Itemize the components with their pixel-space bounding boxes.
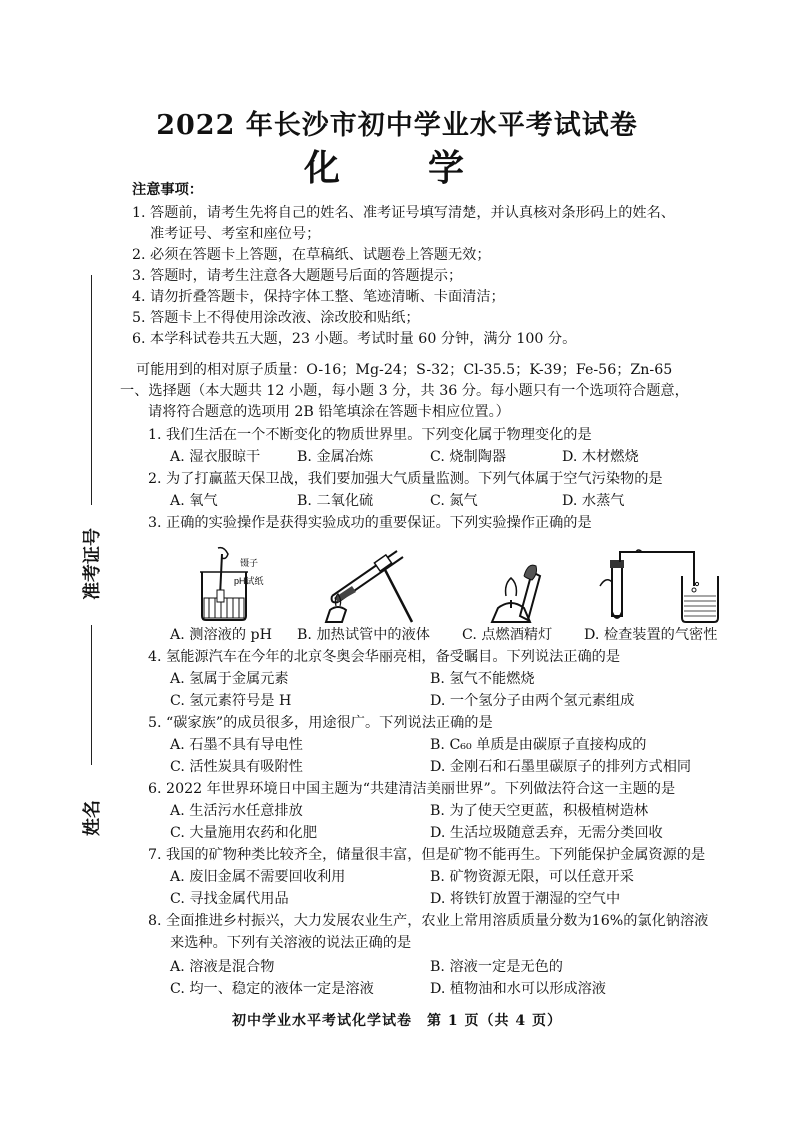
note-item: 3. 答题时，请考生注意各大题题号后面的答题提示； xyxy=(132,268,463,284)
option-a: A. 湿衣服晾干 xyxy=(170,449,261,465)
exam-number-line-top xyxy=(91,275,92,505)
option-a: A. 生活污水任意排放 xyxy=(170,803,303,819)
exam-number-label: 准考证号 xyxy=(82,528,103,600)
option-d: D. 水蒸气 xyxy=(562,493,625,509)
note-item: 1. 答题前，请考生先将自己的姓名、准考证号填写清楚，并认真核对条形码上的姓名、 xyxy=(132,205,675,221)
ph-test-figure xyxy=(196,546,296,624)
option-a: A. 石墨不具有导电性 xyxy=(170,737,303,753)
option-c: C. 烧制陶器 xyxy=(430,449,507,465)
option-b: B. 溶液一定是无色的 xyxy=(430,959,563,975)
option-d: D. 生活垃圾随意丢弃，无需分类回收 xyxy=(430,825,663,841)
option-a: A. 氢属于金属元素 xyxy=(170,671,289,687)
option-d: D. 将铁钉放置于潮湿的空气中 xyxy=(430,891,621,907)
question-stem: 6. 2022 年世界环境日中国主题为“共建清洁美丽世界”。下列做法符合这一主题的是 xyxy=(148,781,676,797)
notes-heading: 注意事项： xyxy=(132,182,203,198)
option-c: C. 点燃酒精灯 xyxy=(462,627,553,643)
option-b: B. 加热试管中的液体 xyxy=(297,627,430,643)
option-d: D. 木材燃烧 xyxy=(562,449,639,465)
question-stem: 3. 正确的实验操作是获得实验成功的重要保证。下列实验操作正确的是 xyxy=(148,515,592,531)
option-c: C. 活性炭具有吸附性 xyxy=(170,759,303,775)
note-item: 5. 答题卡上不得使用涂改液、涂改胶和贴纸； xyxy=(132,310,420,326)
option-b: B. 矿物资源无限，可以任意开采 xyxy=(430,869,634,885)
airtightness-check-figure xyxy=(598,546,728,624)
option-a: A. 测溶液的 pH xyxy=(170,627,272,643)
lighting-lamp-figure xyxy=(484,546,554,624)
option-c: C. 大量施用农药和化肥 xyxy=(170,825,318,841)
option-a: A. 废旧金属不需要回收利用 xyxy=(170,869,346,885)
heating-test-tube-figure xyxy=(312,546,422,624)
option-d: D. 植物油和水可以形成溶液 xyxy=(430,981,606,997)
option-b: B. 为了使天空更蓝，积极植树造林 xyxy=(430,803,649,819)
name-label: 姓名 xyxy=(82,800,103,836)
note-item: 4. 请勿折叠答题卡，保持字体工整、笔迹清晰、卡面清洁； xyxy=(132,289,505,305)
option-a: A. 氧气 xyxy=(170,493,218,509)
note-item: 准考证号、考室和座位号； xyxy=(150,226,321,242)
option-b: B. 氢气不能燃烧 xyxy=(430,671,535,687)
option-c: C. 寻找金属代用品 xyxy=(170,891,289,907)
exam-title: 2022 年长沙市初中学业水平考试试卷 xyxy=(156,110,638,141)
option-c: C. 氮气 xyxy=(430,493,478,509)
ph-paper-label: pH试纸 xyxy=(234,576,264,586)
question-stem: 7. 我国的矿物种类比较齐全，储量很丰富，但是矿物不能再生。下列能保护金属资源的是 xyxy=(148,847,706,863)
section-heading-cont: 请将符合题意的选项用 2B 铅笔填涂在答题卡相应位置。） xyxy=(148,404,510,420)
option-c: C. 均一、稳定的液体一定是溶液 xyxy=(170,981,374,997)
option-b: B. C₆₀ 单质是由碳原子直接构成的 xyxy=(430,737,647,753)
question-stem: 1. 我们生活在一个不断变化的物质世界里。下列变化属于物理变化的是 xyxy=(148,427,592,443)
question-stem: 8. 全面推进乡村振兴，大力发展农业生产，农业上常用溶质质量分数为16%的氯化钠溶液 xyxy=(148,913,709,929)
option-d: D. 一个氢分子由两个氢元素组成 xyxy=(430,693,635,709)
note-item: 2. 必须在答题卡上答题，在草稿纸、试题卷上答题无效； xyxy=(132,247,491,263)
exam-number-line-bottom xyxy=(91,625,92,765)
option-c: C. 氢元素符号是 H xyxy=(170,693,292,709)
option-b: B. 金属冶炼 xyxy=(297,449,374,465)
subject-title: 化 学 xyxy=(303,147,490,189)
question-stem: 2. 为了打赢蓝天保卫战，我们要加强大气质量监测。下列气体属于空气污染物的是 xyxy=(148,471,663,487)
option-b: B. 二氧化硫 xyxy=(297,493,374,509)
option-d: D. 金刚石和石墨里碳原子的排列方式相同 xyxy=(430,759,692,775)
question-stem: 5. “碳家族”的成员很多，用途很广。下列说法正确的是 xyxy=(148,715,493,731)
question-stem: 4. 氢能源汽车在今年的北京冬奥会华丽亮相，备受瞩目。下列说法正确的是 xyxy=(148,649,621,665)
atomic-masses: 可能用到的相对原子质量：O-16；Mg-24；S-32；Cl-35.5；K-39；Fe-56；Zn-65 xyxy=(136,362,673,378)
question-stem-cont: 来选种。下列有关溶液的说法正确的是 xyxy=(170,935,412,951)
page-footer: 初中学业水平考试化学试卷 第 1 页（共 4 页） xyxy=(232,1013,562,1029)
tweezers-label: 镊子 xyxy=(240,558,259,568)
option-a: A. 溶液是混合物 xyxy=(170,959,275,975)
note-item: 6. 本学科试卷共五大题，23 小题。考试时量 60 分钟，满分 100 分。 xyxy=(132,331,577,347)
section-heading: 一、选择题（本大题共 12 小题，每小题 3 分，共 36 分。每小题只有一个选项符合题意， xyxy=(120,383,689,399)
option-d: D. 检查装置的气密性 xyxy=(584,627,718,643)
